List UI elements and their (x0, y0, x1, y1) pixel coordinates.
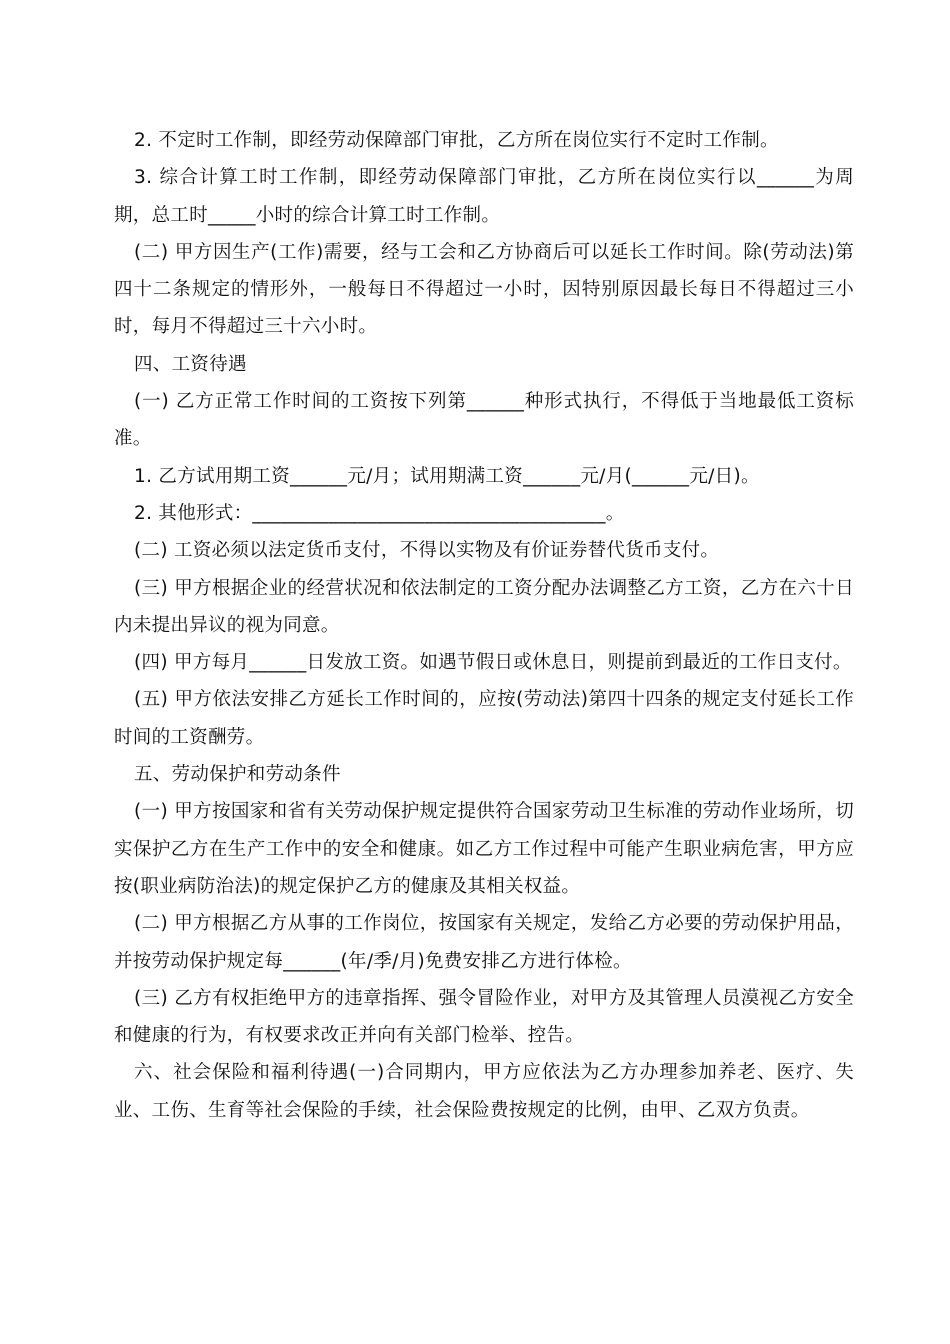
paragraph-overtime-extension: (二) 甲方因生产(工作)需要，经与工会和乙方协商后可以延长工作时间。除(劳动法)第四十二条规定的情形外，一般每日不得超过一小时，因特别原因最长每日不得超过三小时，每月不得超过三十六小时。 (114, 241, 854, 338)
paragraph-wage-form: (一) 乙方正常工作时间的工资按下列第______种形式执行，不得低于当地最低工资标准。 (114, 391, 854, 450)
paragraph-workplace-safety: (一) 甲方按国家和省有关劳动保护规定提供符合国家劳动卫生标准的劳动作业场所，切实保护乙方在生产工作中的安全和健康。如乙方工作过程中可能产生职业病危害，甲方应按(职业病防治法)的规定保护乙方的健康及其相关权益。 (114, 801, 854, 897)
paragraph-social-insurance: 六、社会保险和福利待遇(一)合同期内，甲方应依法为乙方办理参加养老、医疗、失业、工伤、生育等社会保险的手续，社会保险费按规定的比例，由甲、乙双方负责。 (114, 1062, 854, 1121)
paragraph-probation-wage: 1. 乙方试用期工资______元/月；试用期满工资______元/月(______元/日)。 (134, 465, 760, 487)
paragraph-protective-equipment: (二) 甲方根据乙方从事的工作岗位，按国家有关规定，发给乙方必要的劳动保护用品，并按劳动保护规定每______(年/季/月)免费安排乙方进行体检。 (114, 913, 854, 972)
paragraph-refusal-rights: (三) 乙方有权拒绝甲方的违章指挥、强令冒险作业，对甲方及其管理人员漠视乙方安全和健康的行为，有权要求改正并向有关部门检举、控告。 (114, 987, 854, 1047)
paragraph-flexible-hours: 2. 不定时工作制，即经劳动保障部门审批，乙方所在岗位实行不定时工作制。 (134, 130, 779, 151)
paragraph-wage-adjustment: (三) 甲方根据企业的经营状况和依法制定的工资分配办法调整乙方工资，乙方在六十日内未提出异议的视为同意。 (114, 577, 854, 636)
section-heading-labor-protection: 五、劳动保护和劳动条件 (134, 764, 341, 786)
paragraph-payday: (四) 甲方每月______日发放工资。如遇节假日或休息日，则提前到最近的工作日支付。 (134, 652, 852, 674)
section-heading-wages: 四、工资待遇 (134, 353, 247, 375)
paragraph-currency-payment: (二) 工资必须以法定货币支付，不得以实物及有价证券替代货币支付。 (134, 540, 720, 562)
document-body (114, 122, 854, 1129)
paragraph-other-form: 2. 其他形式：_____________________________________。 (134, 502, 625, 524)
paragraph-overtime-pay: (五) 甲方依法安排乙方延长工作时间的，应按(劳动法)第四十四条的规定支付延长工作时间的工资酬劳。 (114, 689, 854, 748)
paragraph-comprehensive-hours: 3. 综合计算工时工作制，即经劳动保障部门审批，乙方所在岗位实行以______为周期，总工时_____小时的综合计算工时工作制。 (114, 167, 854, 226)
